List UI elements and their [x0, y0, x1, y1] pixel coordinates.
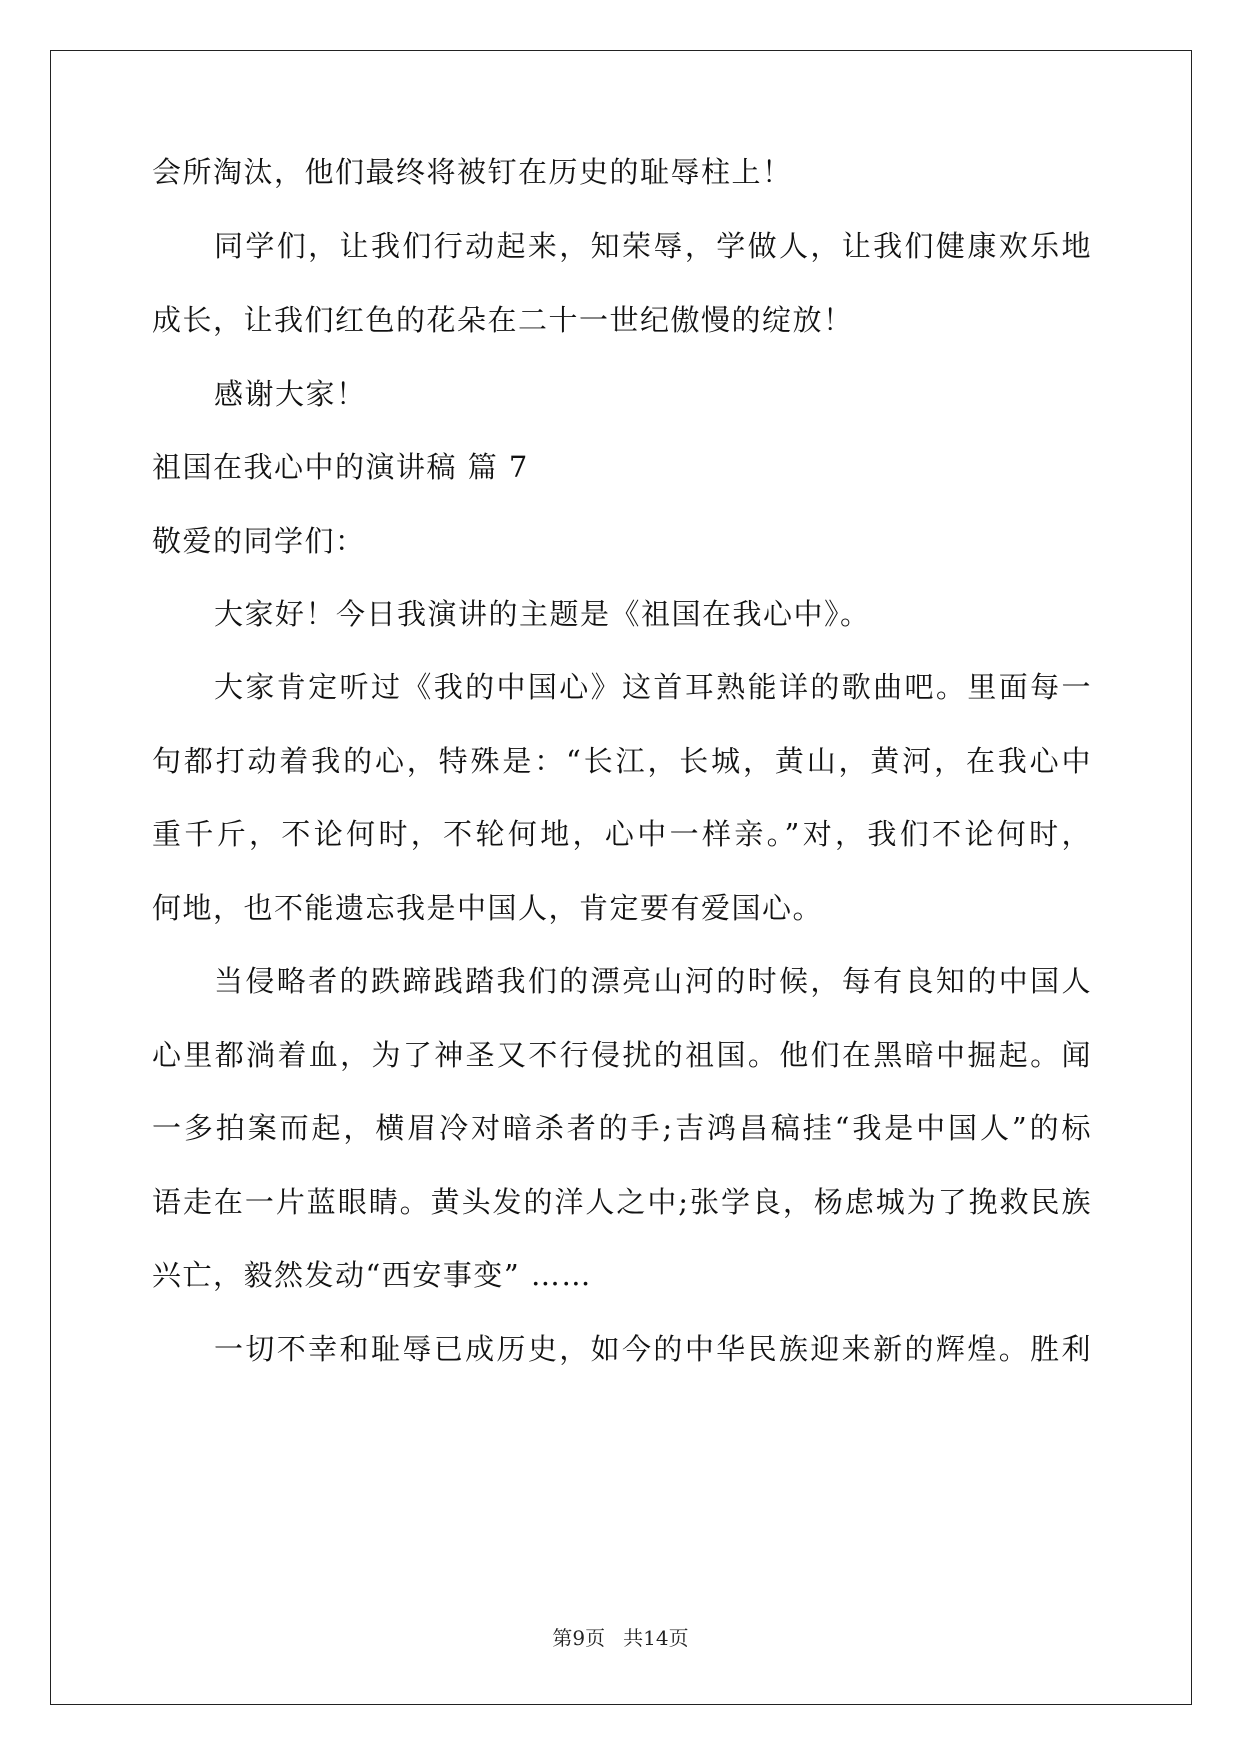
text-line: 兴亡，毅然发动“西安事变” …… — [152, 1258, 592, 1292]
text-line: 心里都淌着血，为了神圣又不行侵扰的祖国。他们在黑暗中掘起。闻 — [152, 1038, 1092, 1072]
text-line: 重千斤，不论何时，不轮何地，心中一样亲。”对，我们不论何时， — [152, 817, 1092, 851]
salutation: 敬爱的同学们： — [152, 524, 366, 558]
paragraph-first-line: 当侵略者的跌蹄践踏我们的漂亮山河的时候，每有良知的中国人 — [214, 964, 1092, 998]
page-total: 共14页 — [623, 1626, 689, 1650]
paragraph-first-line: 同学们，让我们行动起来，知荣辱，学做人，让我们健康欢乐地 — [214, 229, 1092, 263]
text-line: 句都打动着我的心，特殊是：“长江，长城，黄山，黄河，在我心中 — [152, 744, 1092, 778]
page-footer — [0, 1626, 1241, 1650]
text-line: 会所淘汰，他们最终将被钉在历史的耻辱柱上！ — [152, 155, 793, 189]
text-line: 成长，让我们红色的花朵在二十一世纪傲慢的绽放！ — [152, 303, 854, 337]
paragraph-first-line: 一切不幸和耻辱已成历史，如今的中华民族迎来新的辉煌。胜利 — [214, 1332, 1092, 1366]
text-line: 何地，也不能遗忘我是中国人，肯定要有爱国心。 — [152, 891, 824, 925]
section-heading: 祖国在我心中的演讲稿 篇 7 — [152, 450, 529, 484]
paragraph-first-line: 感谢大家！ — [214, 377, 367, 411]
paragraph-first-line: 大家肯定听过《我的中国心》这首耳熟能详的歌曲吧。里面每一 — [214, 670, 1092, 704]
page-number: 第9页 — [552, 1626, 606, 1650]
page-border — [50, 50, 1192, 1705]
text-line: 语走在一片蓝眼睛。黄头发的洋人之中;张学良，杨虑城为了挽救民族 — [152, 1185, 1092, 1219]
paragraph-first-line: 大家好！今日我演讲的主题是《祖国在我心中》。 — [214, 597, 871, 631]
text-line: 一多拍案而起，横眉冷对暗杀者的手;吉鸿昌稿挂“我是中国人”的标 — [152, 1111, 1092, 1145]
